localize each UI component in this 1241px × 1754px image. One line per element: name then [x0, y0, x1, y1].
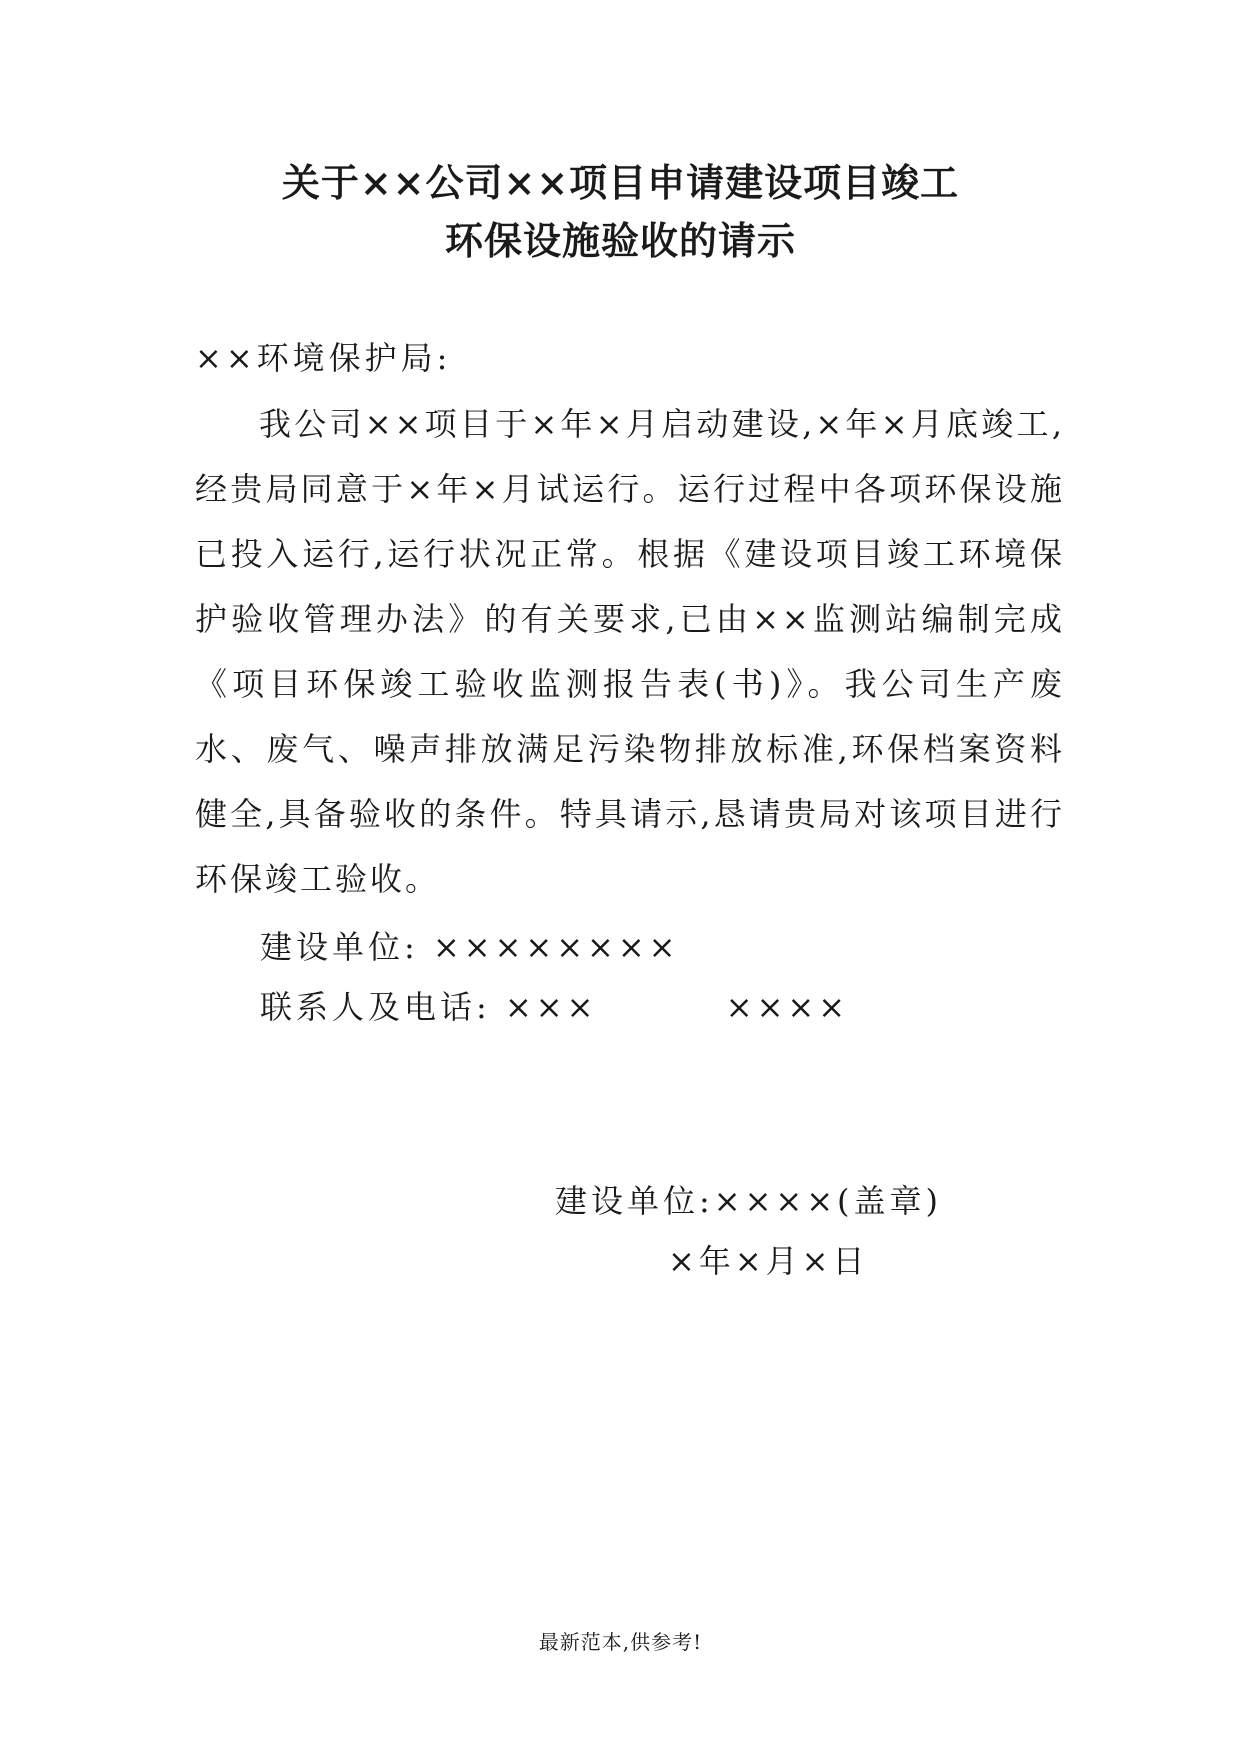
footer-note: 最新范本,供参考!	[538, 1630, 703, 1654]
contact-unit-line	[260, 922, 679, 968]
recipient: ××环境保护局:	[195, 339, 452, 377]
document-title-line2: 环保设施验收的请示	[444, 218, 796, 263]
signature-unit: 建设单位:××××(盖章)	[555, 1182, 943, 1220]
contact-unit-label: 建设单位:	[260, 928, 419, 966]
document-title-line1: 关于××公司××项目申请建设项目竣工	[281, 160, 960, 205]
contact-person-name: ×××	[504, 988, 598, 1026]
signature-date: ×年×月×日	[668, 1242, 869, 1280]
contact-unit-value: ××××××××	[432, 928, 680, 966]
contact-person-line	[260, 982, 849, 1028]
contact-person-label: 联系人及电话:	[260, 988, 491, 1026]
contact-person-phone: ××××	[725, 988, 849, 1026]
body-paragraph: 我公司××项目于×年×月启动建设,×年×月底竣工,经贵局同意于×年×月试运行。运行过程中各项环保设施已投入运行,运行状况正常。根据《建设项目竣工环境保护验收管理办法》的有关要求,已由××监测站编制完成 《项目环保竣工验收监测报告表(书)》。我公司生产废水、废气、噪声排放满足污染物排放标准,环保档案资料健全,具备验收的条件。特具请示,恳请贵局对该项目进行环保竣工验收。	[195, 405, 1065, 898]
body-text	[195, 392, 1065, 912]
